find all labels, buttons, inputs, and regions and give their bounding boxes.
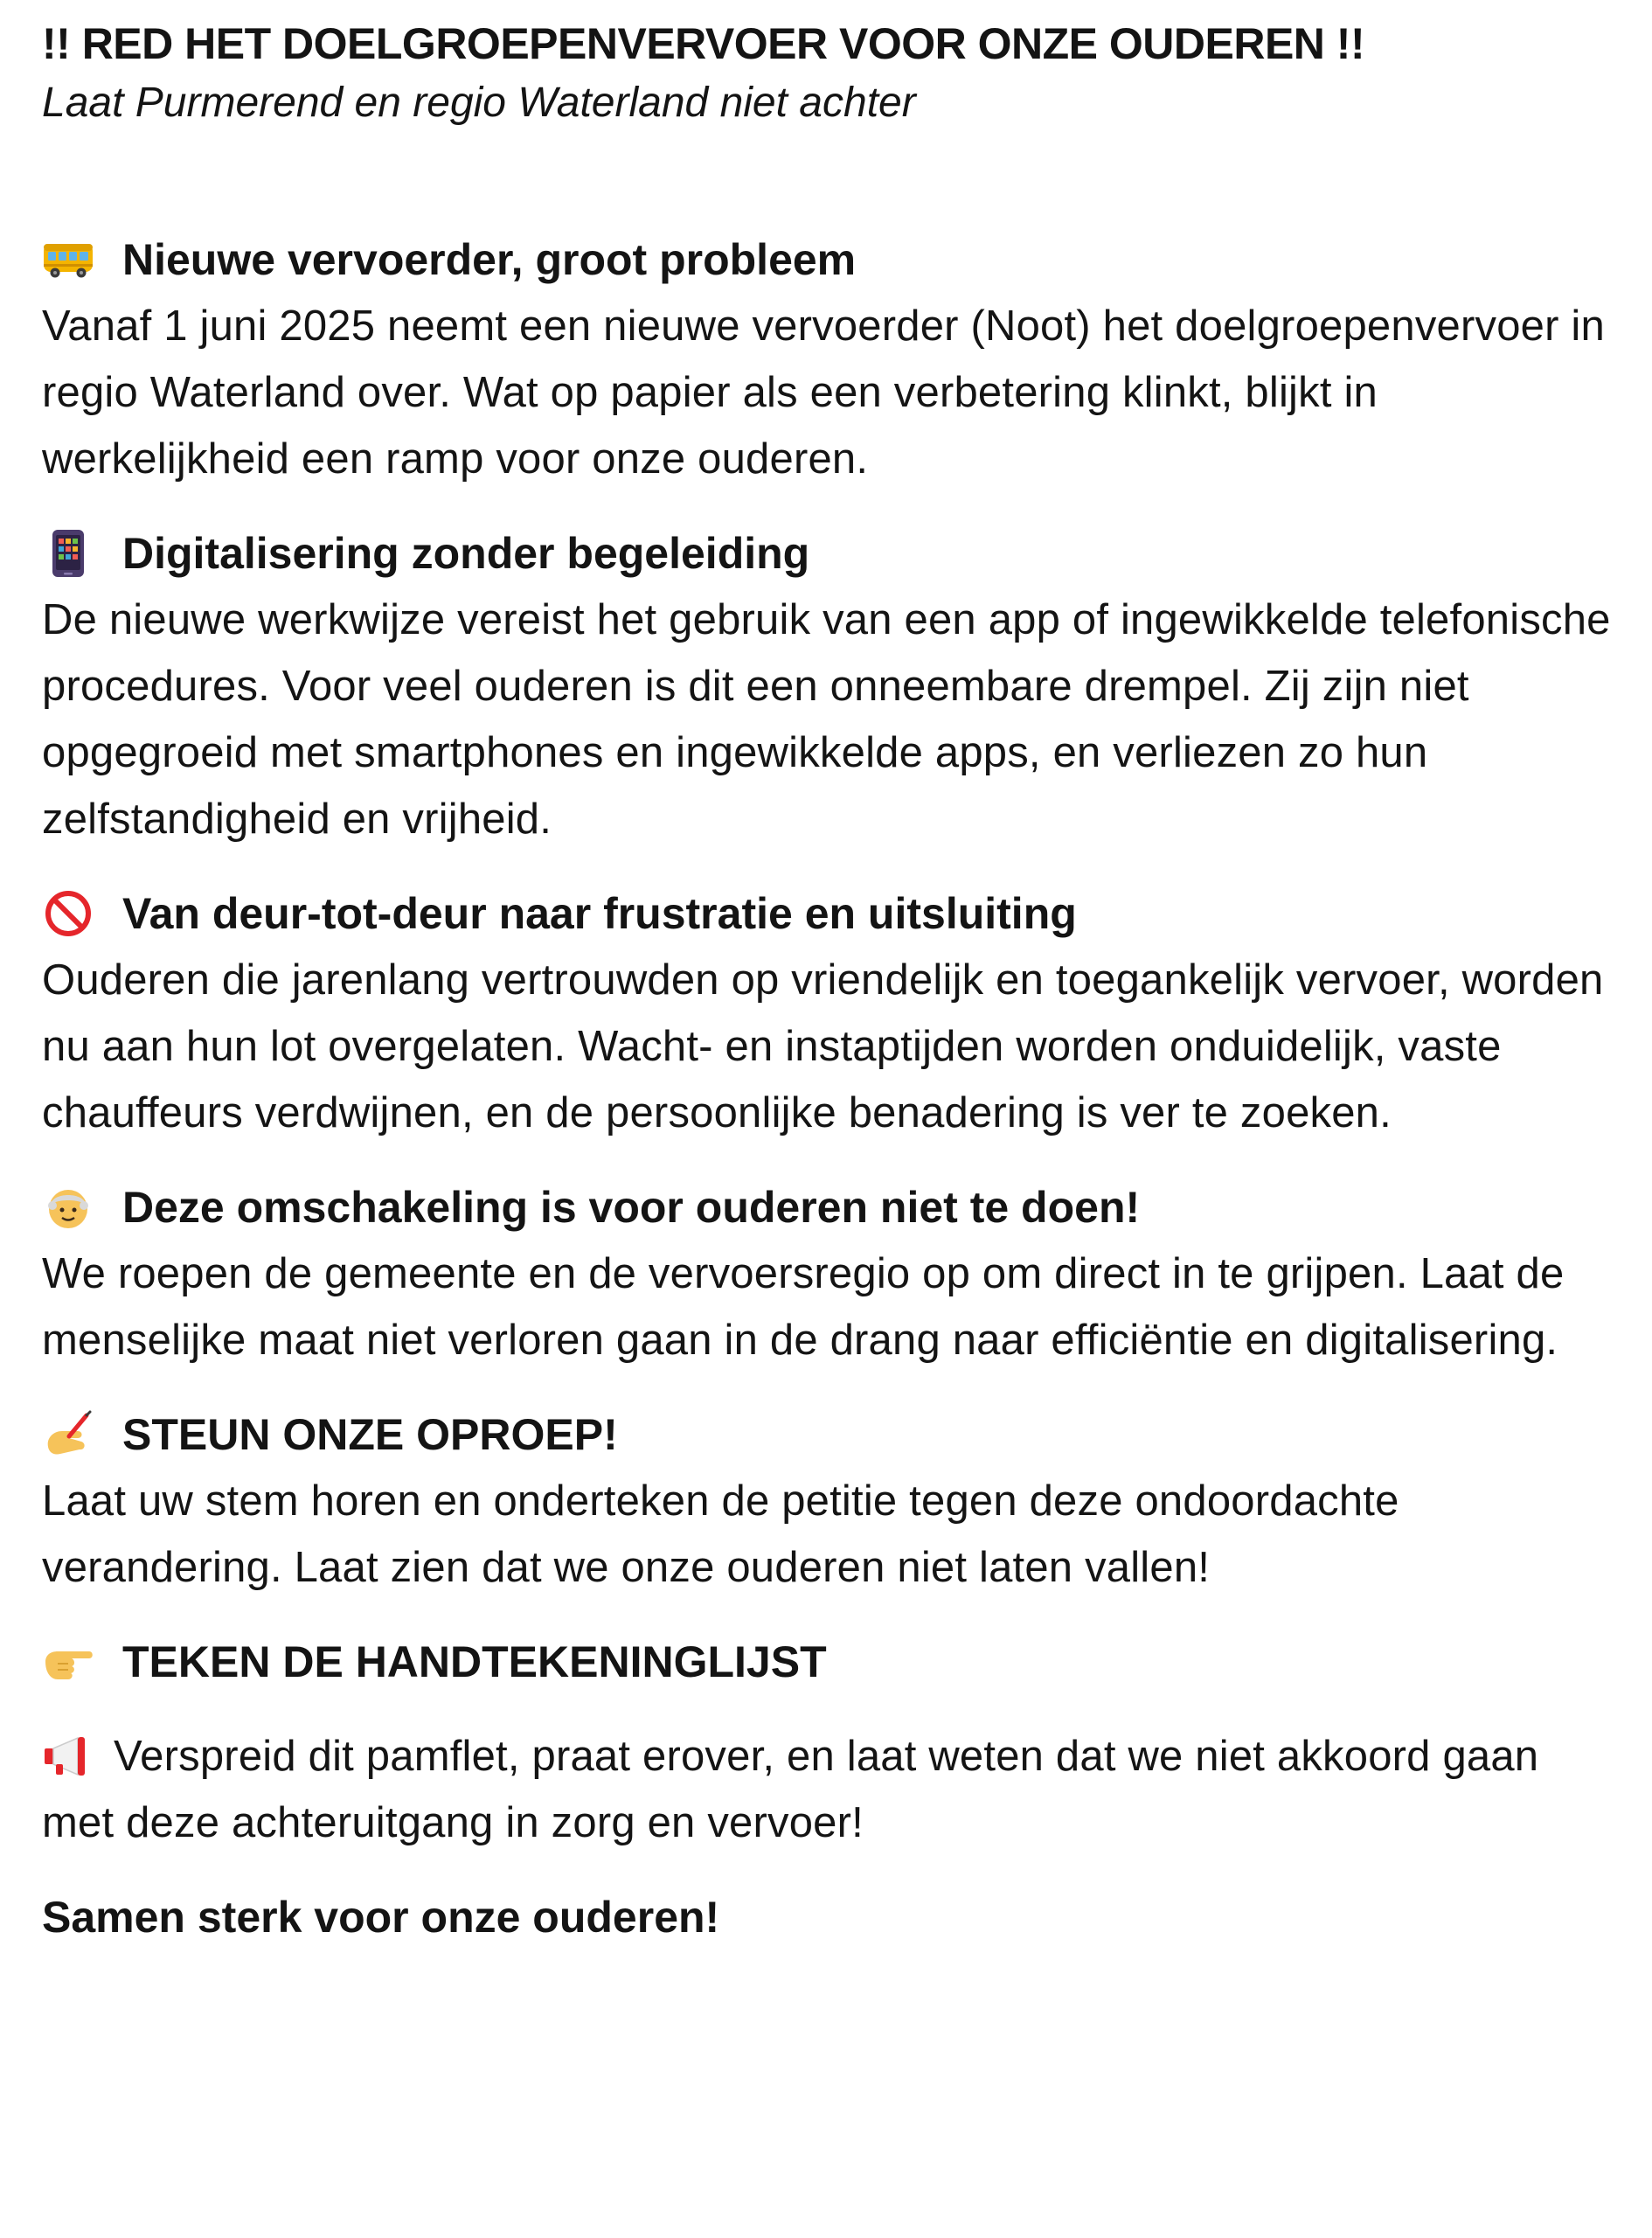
section-title-row	[42, 520, 1617, 587]
section-body: Vanaf 1 juni 2025 neemt een nieuwe vervoerder (Noot) het doelgroepenvervoer in regio Waterland over. Wat op papier als een verbetering klinkt, blijkt in werkelijkheid een ramp voor onze ouderen.	[42, 302, 1605, 483]
section-new-carrier	[42, 226, 1617, 492]
megaphone-icon	[42, 1730, 94, 1783]
closing-line: Samen sterk voor onze ouderen!	[42, 1893, 720, 1942]
section-title: Van deur-tot-deur naar frustratie en uitsluiting	[122, 889, 1077, 938]
section-body: Ouderen die jarenlang vertrouwden op vriendelijk en toegankelijk vervoer, worden nu aan hun lot overgelaten. Wacht- en instaptijden worden onduidelijk, vaste chauffeurs verdwijnen, en de persoonlijke benadering is ver te zoeken.	[42, 956, 1604, 1136]
section-title-row	[42, 1174, 1617, 1241]
writing-hand-icon	[42, 1408, 94, 1461]
spacer	[42, 135, 1617, 226]
section-title: TEKEN DE HANDTEKENINGLIJST	[122, 1637, 827, 1686]
section-support-call	[42, 1401, 1617, 1601]
section-sign-list	[42, 1629, 1617, 1695]
section-title: Nieuwe vervoerder, groot probleem	[122, 235, 857, 284]
mobile-phone-icon	[42, 527, 94, 580]
headline: !! RED HET DOELGROEPENVERVOER VOOR ONZE OUDEREN !!	[42, 19, 1365, 68]
older-person-icon	[42, 1181, 94, 1234]
section-title-row	[42, 226, 1617, 293]
section-body: We roepen de gemeente en de vervoersregio op om direct in te grijpen. Laat de menselijke maat niet verloren gaan in de drang naar efficiëntie en digitalisering.	[42, 1250, 1565, 1364]
section-body: De nieuwe werkwijze vereist het gebruik van een app of ingewikkelde telefonische procedures. Voor veel ouderen is dit een onneembare drempel. Zij zijn niet opgegroeid met smartphones en ingewikkelde apps, en verliezen zo hun zelfstandigheid en vrijheid.	[42, 596, 1611, 843]
prohibited-icon	[42, 887, 94, 940]
section-title-row	[42, 880, 1617, 947]
section-title-row	[42, 1401, 1617, 1468]
spread-text	[42, 1723, 1617, 1856]
section-door-to-door	[42, 880, 1617, 1146]
section-digitalisation	[42, 520, 1617, 852]
section-title: Deze omschakeling is voor ouderen niet te doen!	[122, 1183, 1141, 1232]
spread-body: Verspreid dit pamflet, praat erover, en laat weten dat we niet akkoord gaan met deze achteruitgang in zorg en vervoer!	[42, 1733, 1539, 1846]
section-not-feasible	[42, 1174, 1617, 1373]
pointing-hand-icon	[42, 1636, 94, 1688]
spread-paragraph	[42, 1723, 1617, 1856]
section-title-row	[42, 1629, 1617, 1695]
section-body: Laat uw stem horen en onderteken de petitie tegen deze ondoordachte verandering. Laat zien dat we onze ouderen niet laten vallen!	[42, 1477, 1399, 1591]
section-title: STEUN ONZE OPROEP!	[122, 1410, 618, 1459]
subtitle: Laat Purmerend en regio Waterland niet achter	[42, 80, 916, 126]
section-title: Digitalisering zonder begeleiding	[122, 529, 810, 578]
bus-icon	[42, 233, 94, 286]
